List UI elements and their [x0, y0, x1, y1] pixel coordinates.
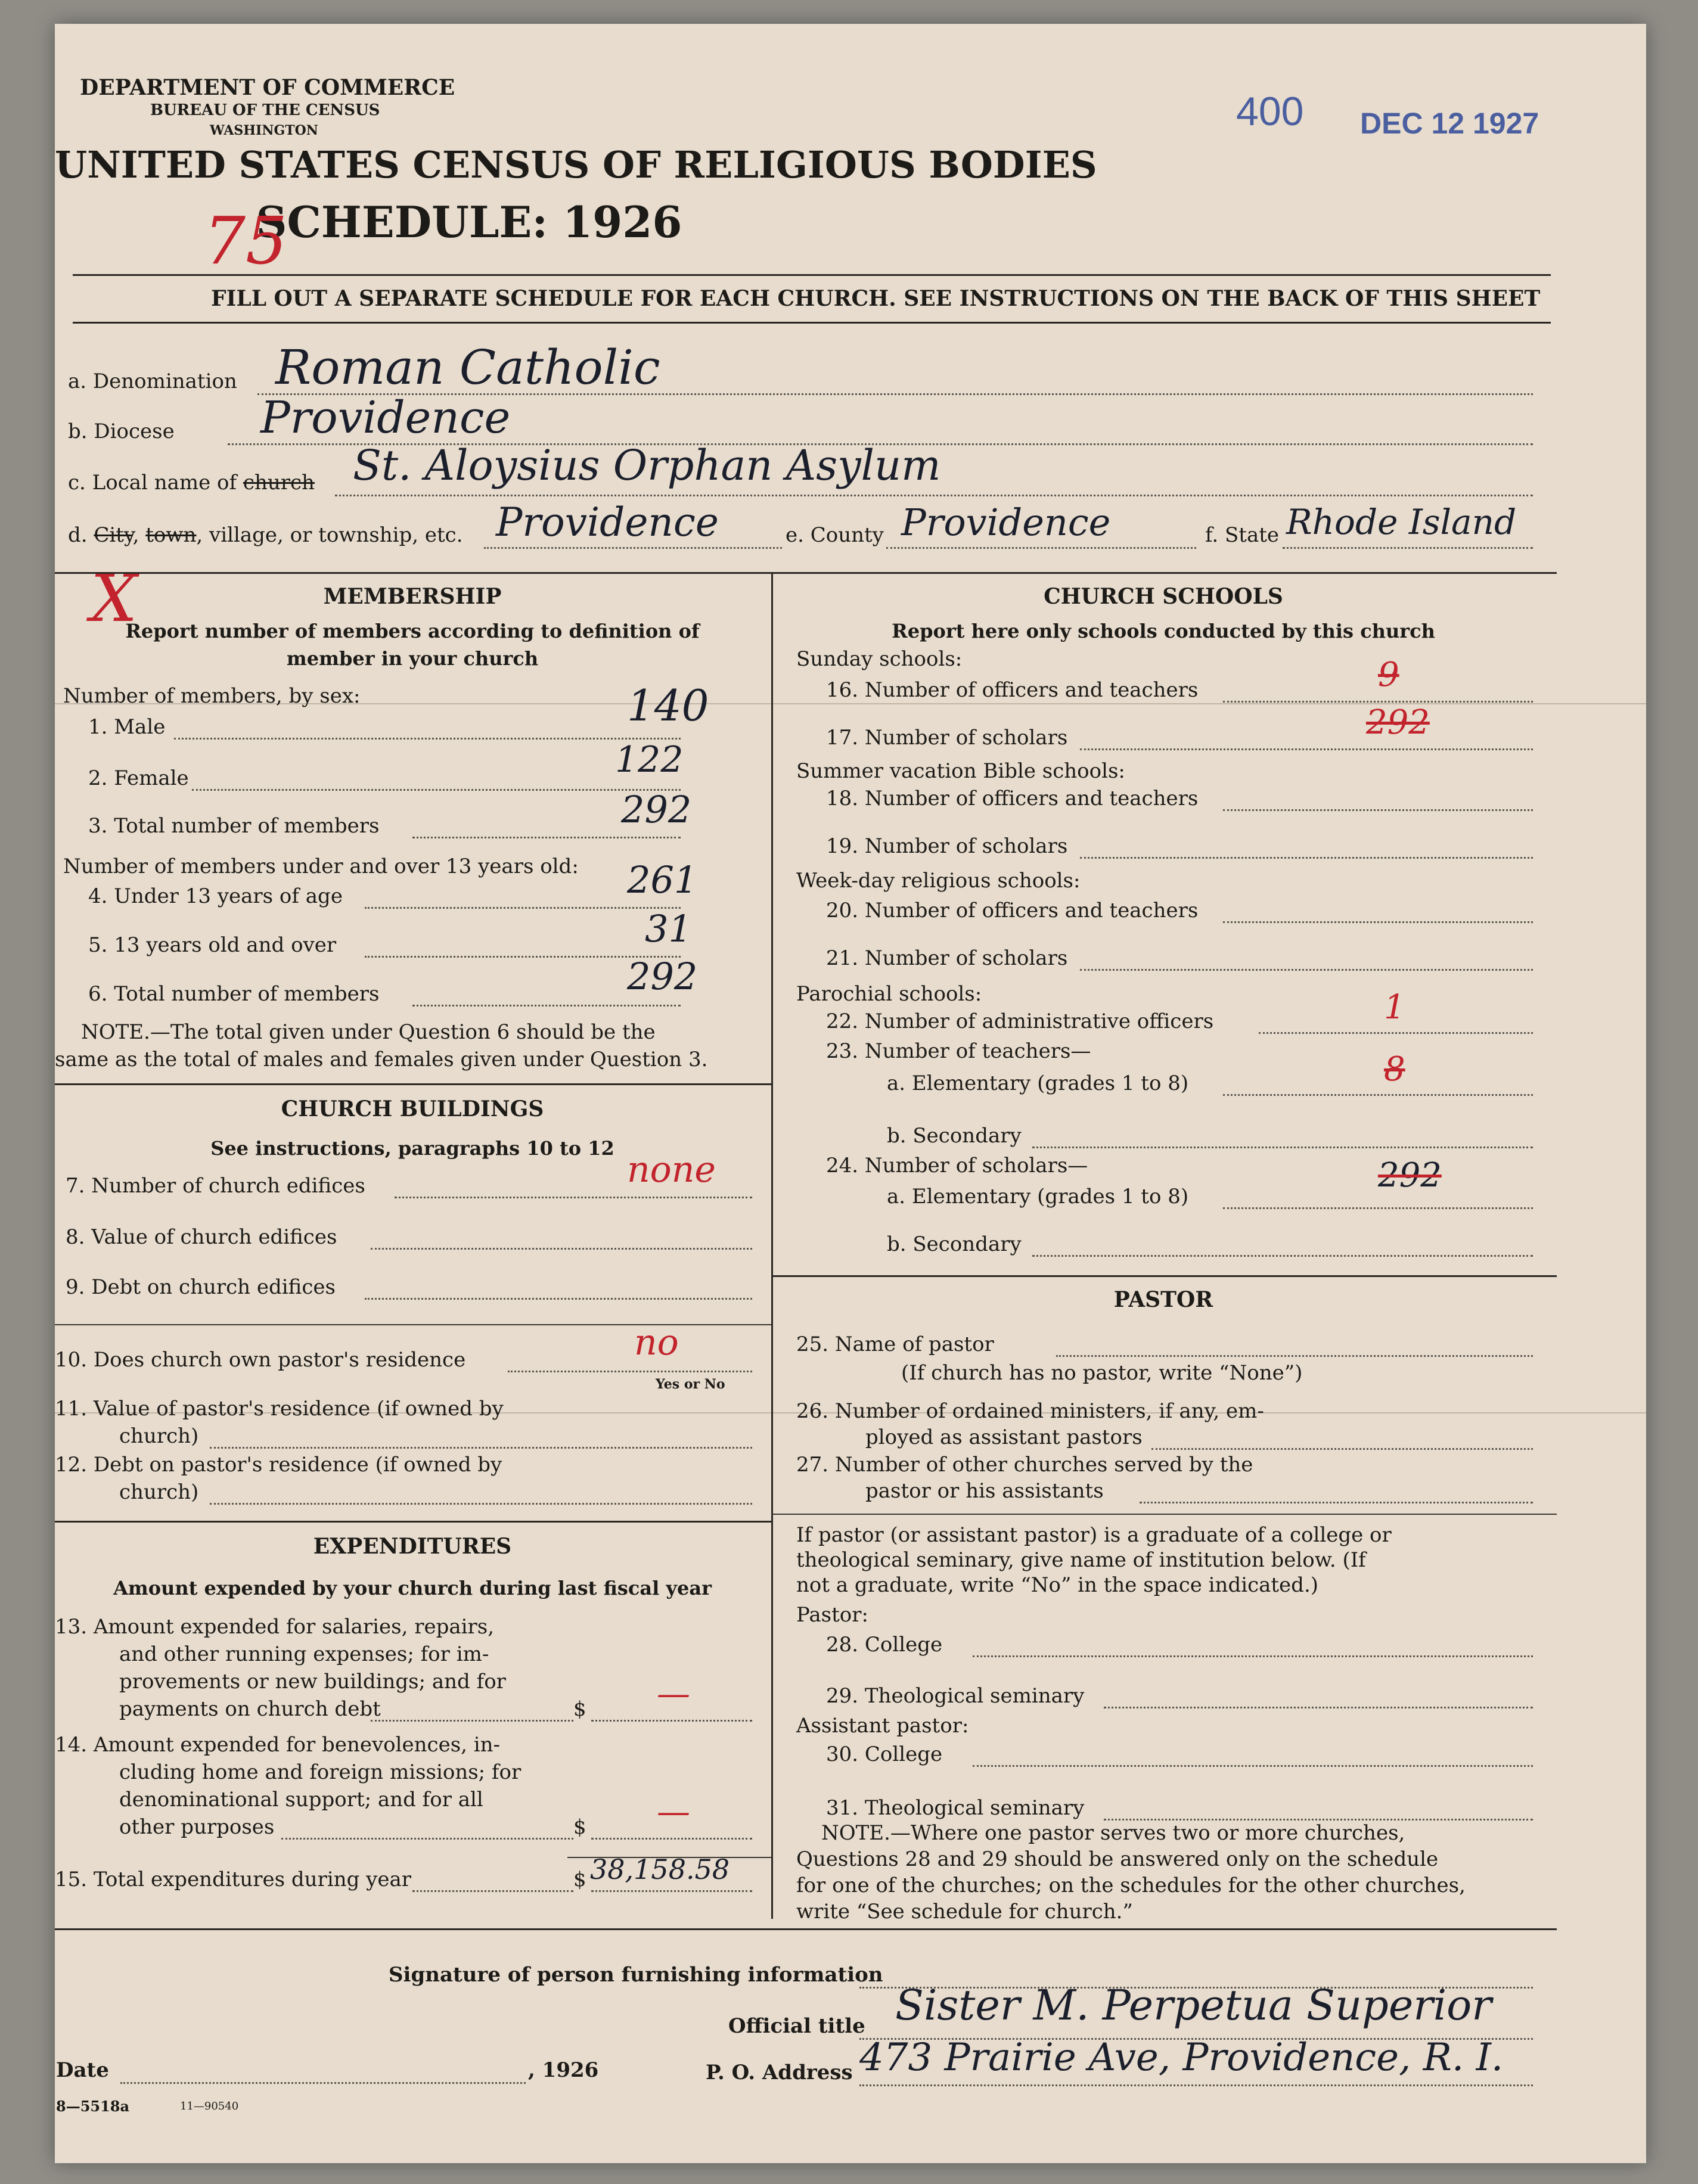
state-line	[1283, 547, 1533, 549]
date-line	[120, 2082, 526, 2084]
q20-label: 20. Number of officers and teachers	[826, 899, 1199, 922]
q12-label: church)	[119, 1480, 199, 1504]
denomination-value: Roman Catholic	[275, 340, 660, 395]
header-rule	[73, 322, 1551, 324]
q10-leader	[508, 1371, 752, 1372]
membership-note: NOTE.—The total given under Question 6 should be the	[81, 1020, 656, 1044]
q13-amount-line	[591, 1720, 752, 1722]
q11-label: church)	[119, 1424, 199, 1448]
q4-value: 261	[627, 858, 698, 902]
diocese-label: b. Diocese	[68, 420, 175, 443]
q31-label: 31. Theological seminary	[826, 1796, 1085, 1820]
q15-currency: $	[573, 1868, 586, 1891]
graduate-instructions: not a graduate, write “No” in the space indicated.)	[796, 1573, 1319, 1597]
q23a-value: 8	[1384, 1050, 1405, 1089]
local-name-value: St. Aloysius Orphan Asylum	[353, 441, 941, 490]
expenditures-subheading: Amount expended by your church during last fiscal year	[113, 1577, 712, 1599]
q16-leader	[1223, 701, 1533, 703]
q3-label: 3. Total number of members	[88, 814, 380, 838]
q24a-label: a. Elementary (grades 1 to 8)	[887, 1185, 1189, 1208]
q2-label: 2. Female	[88, 766, 189, 790]
q28-label: 28. College	[826, 1633, 943, 1657]
membership-note: same as the total of males and females given under Question 3.	[55, 1048, 708, 1071]
section-rule	[55, 1083, 771, 1085]
form-number: 8—5518a	[56, 2098, 130, 2115]
city-heading: WASHINGTON	[210, 123, 318, 138]
pastor-heading: PASTOR	[1113, 1287, 1213, 1312]
pastor-subheading: Pastor:	[796, 1603, 868, 1627]
q14-currency: $	[573, 1815, 586, 1839]
q15-label: 15. Total expenditures during year	[55, 1868, 412, 1891]
graduate-instructions: theological seminary, give name of institution below. (If	[796, 1548, 1366, 1572]
q11-label: 11. Value of pastor's residence (if owned by	[55, 1397, 504, 1421]
q2-leader	[192, 789, 681, 791]
weekday-schools-label: Week-day religious schools:	[796, 869, 1081, 893]
q14-label: 14. Amount expended for benevolences, in-	[55, 1733, 501, 1757]
q29-label: 29. Theological seminary	[826, 1684, 1085, 1708]
q16-value: 9	[1378, 655, 1399, 694]
membership-heading: MEMBERSHIP	[323, 584, 502, 609]
q17-leader	[1080, 748, 1533, 750]
schedule-year-title: SCHEDULE: 1926	[256, 197, 682, 247]
under-over-label: Number of members under and over 13 years old:	[63, 855, 579, 878]
q25-hint: (If church has no pastor, write “None”)	[901, 1361, 1303, 1385]
po-address-line	[859, 2084, 1533, 2086]
pastor-note: for one of the churches; on the schedules for the other churches,	[796, 1874, 1466, 1897]
struck-word: City	[94, 523, 133, 547]
sunday-schools-label: Sunday schools:	[796, 647, 963, 671]
q4-label: 4. Under 13 years of age	[88, 884, 343, 908]
q17-value: 292	[1366, 703, 1430, 742]
city-value: Providence	[496, 499, 719, 545]
expenditures-heading: EXPENDITURES	[313, 1534, 512, 1559]
membership-intro: Report number of members according to definition of	[125, 620, 700, 642]
graduate-instructions: If pastor (or assistant pastor) is a graduate of a college or	[796, 1523, 1392, 1547]
local-name-label: c. Local name of church	[68, 471, 315, 495]
q18-label: 18. Number of officers and teachers	[826, 787, 1199, 810]
q13-label: 13. Amount expended for salaries, repairs,	[55, 1615, 495, 1639]
margin-check-mark: X	[91, 560, 138, 636]
q30-leader	[973, 1765, 1533, 1767]
q24b-leader	[1032, 1255, 1533, 1257]
q14-leader	[281, 1838, 573, 1840]
q14-label: other purposes	[119, 1815, 275, 1839]
section-rule	[771, 1275, 1557, 1277]
q19-label: 19. Number of scholars	[826, 834, 1068, 858]
q14-label: denominational support; and for all	[119, 1788, 483, 1812]
county-value: Providence	[901, 501, 1111, 544]
assistant-pastor-subheading: Assistant pastor:	[796, 1714, 969, 1738]
q23-label: 23. Number of teachers—	[826, 1039, 1091, 1063]
county-label: e. County	[786, 523, 884, 547]
q25-leader	[1056, 1355, 1533, 1357]
q23a-label: a. Elementary (grades 1 to 8)	[887, 1071, 1189, 1095]
form-title: UNITED STATES CENSUS OF RELIGIOUS BODIES	[55, 143, 1097, 187]
instruction-line: FILL OUT A SEPARATE SCHEDULE FOR EACH CHURCH. SEE INSTRUCTIONS ON THE BACK OF THIS SHEET	[211, 286, 1541, 311]
q24a-value: 292	[1378, 1156, 1442, 1195]
q8-label: 8. Value of church edifices	[66, 1225, 337, 1249]
q9-label: 9. Debt on church edifices	[66, 1275, 336, 1299]
q14-amount-line	[591, 1838, 752, 1840]
local-name-line	[335, 495, 1533, 496]
summer-schools-label: Summer vacation Bible schools:	[796, 759, 1125, 783]
q24a-leader	[1223, 1207, 1533, 1209]
q6-label: 6. Total number of members	[88, 982, 380, 1006]
department-heading: DEPARTMENT OF COMMERCE	[80, 75, 455, 100]
print-number: 11—90540	[180, 2100, 239, 2112]
q1-value: 140	[627, 681, 709, 731]
q28-leader	[973, 1655, 1533, 1657]
q13-leader	[371, 1720, 573, 1722]
column-divider	[771, 572, 773, 1919]
q5-value: 31	[645, 907, 692, 950]
signature-label: Signature of person furnishing information	[389, 1963, 883, 1987]
section-rule	[55, 572, 1557, 574]
q14-label: cluding home and foreign missions; for	[119, 1760, 521, 1784]
q10-hint: Yes or No	[656, 1377, 725, 1392]
q13-value: —	[657, 1674, 690, 1713]
state-value: Rhode Island	[1286, 502, 1517, 542]
q27-label: 27. Number of other churches served by the	[796, 1453, 1253, 1477]
q15-value: 38,158.58	[590, 1853, 730, 1885]
buildings-heading: CHURCH BUILDINGS	[281, 1096, 544, 1121]
q13-label: provements or new buildings; and for	[119, 1670, 506, 1694]
q14-value: —	[657, 1792, 690, 1831]
q13-label: payments on church debt	[119, 1697, 381, 1721]
q22-leader	[1259, 1032, 1533, 1034]
section-rule	[55, 1521, 771, 1523]
schools-subheading: Report here only schools conducted by this church	[892, 620, 1435, 642]
q24b-label: b. Secondary	[887, 1232, 1022, 1256]
q24-label: 24. Number of scholars—	[826, 1154, 1088, 1178]
q3-leader	[412, 837, 681, 838]
header-rule	[73, 274, 1551, 276]
q25-label: 25. Name of pastor	[796, 1332, 994, 1356]
struck-word: church	[243, 471, 315, 495]
q17-label: 17. Number of scholars	[826, 726, 1068, 750]
state-label: f. State	[1205, 523, 1279, 547]
struck-word: town	[145, 523, 197, 547]
buildings-subheading: See instructions, paragraphs 10 to 12	[210, 1137, 614, 1160]
q8-leader	[371, 1248, 752, 1250]
q27-leader	[1140, 1502, 1533, 1503]
city-label: d. City, town, village, or township, etc.	[68, 523, 463, 547]
pastor-note: write “See schedule for church.”	[796, 1900, 1133, 1924]
q9-leader	[365, 1298, 752, 1300]
pastor-note: NOTE.—Where one pastor serves two or more churches,	[821, 1821, 1405, 1845]
q26-label: 26. Number of ordained ministers, if any, em-	[796, 1399, 1264, 1423]
section-rule	[771, 1514, 1557, 1515]
date-label: Date	[56, 2058, 109, 2082]
q13-currency: $	[573, 1697, 586, 1721]
diocese-value: Providence	[260, 392, 511, 443]
schools-heading: CHURCH SCHOOLS	[1044, 584, 1283, 609]
q23a-leader	[1223, 1094, 1533, 1096]
po-address-label: P. O. Address	[706, 2061, 853, 2084]
q1-leader	[174, 738, 681, 740]
q5-label: 5. 13 years old and over	[88, 933, 337, 957]
q1-label: 1. Male	[88, 715, 166, 739]
q27-label: pastor or his assistants	[865, 1479, 1104, 1503]
q7-value: none	[627, 1149, 716, 1191]
q29-leader	[1104, 1707, 1533, 1708]
census-schedule-sheet	[55, 24, 1646, 2163]
q18-leader	[1223, 809, 1533, 811]
pastor-note: Questions 28 and 29 should be answered only on the schedule	[796, 1847, 1439, 1871]
q26-leader	[1151, 1448, 1533, 1450]
q23b-label: b. Secondary	[887, 1124, 1022, 1148]
date-year: , 1926	[528, 2058, 599, 2082]
official-title-value: Sister M. Perpetua Superior	[895, 1981, 1492, 2030]
po-address-value: 473 Prairie Ave, Providence, R. I.	[859, 2036, 1504, 2080]
q11-leader	[210, 1447, 752, 1449]
parochial-schools-label: Parochial schools:	[796, 982, 982, 1006]
q19-leader	[1080, 857, 1533, 859]
by-sex-label: Number of members, by sex:	[63, 684, 361, 708]
official-title-label: Official title	[728, 2014, 865, 2038]
q3-value: 292	[621, 788, 692, 831]
q20-leader	[1223, 921, 1533, 923]
q12-label: 12. Debt on pastor's residence (if owned by	[55, 1453, 502, 1477]
received-stamp-date: DEC 12 1927	[1360, 107, 1539, 140]
q22-value: 1	[1384, 988, 1405, 1027]
q6-value: 292	[627, 955, 698, 998]
q10-label: 10. Does church own pastor's residence	[55, 1348, 466, 1372]
section-rule	[55, 1928, 1557, 1930]
q13-label: and other running expenses; for im-	[119, 1642, 489, 1666]
q16-label: 16. Number of officers and teachers	[826, 678, 1199, 702]
bureau-heading: BUREAU OF THE CENSUS	[150, 101, 380, 119]
corner-tally-note: 75	[204, 203, 287, 279]
q26-label: ployed as assistant pastors	[865, 1425, 1143, 1449]
q2-value: 122	[615, 739, 684, 781]
q21-label: 21. Number of scholars	[826, 946, 1068, 970]
received-stamp-number: 400	[1236, 89, 1304, 134]
q10-value: no	[634, 1322, 679, 1363]
q6-leader	[412, 1005, 681, 1006]
q15-leader	[412, 1890, 573, 1892]
q30-label: 30. College	[826, 1742, 943, 1766]
denomination-label: a. Denomination	[68, 369, 237, 393]
q21-leader	[1080, 969, 1533, 971]
q15-amount-line	[591, 1890, 752, 1892]
county-line	[886, 547, 1196, 549]
q12-leader	[210, 1503, 752, 1505]
q4-leader	[365, 907, 681, 909]
membership-intro: member in your church	[286, 647, 539, 670]
city-line	[484, 547, 782, 549]
q23b-leader	[1032, 1147, 1533, 1148]
q22-label: 22. Number of administrative officers	[826, 1009, 1214, 1033]
q7-leader	[395, 1197, 752, 1198]
q31-leader	[1104, 1819, 1533, 1820]
q7-label: 7. Number of church edifices	[66, 1174, 365, 1198]
